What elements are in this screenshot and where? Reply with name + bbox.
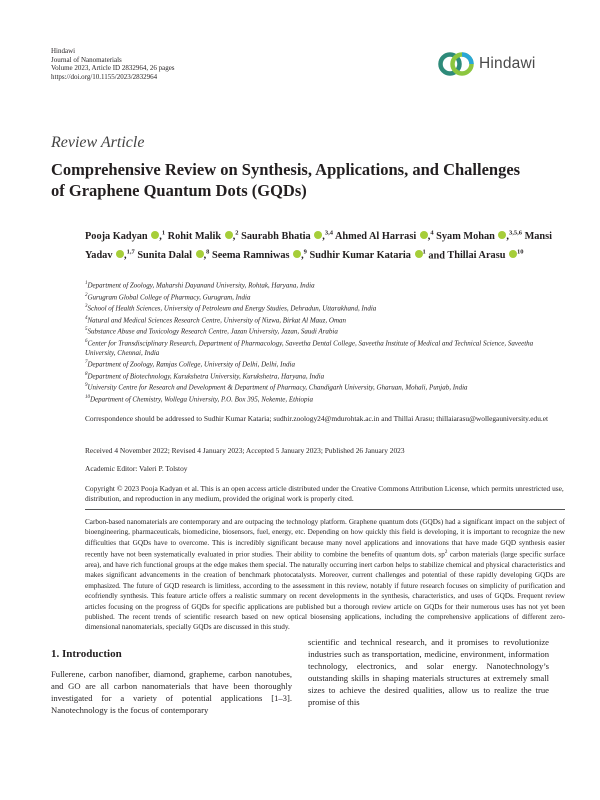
affiliation-number: 9 xyxy=(85,383,88,389)
author-name[interactable]: Ahmed Al Harrasi xyxy=(334,231,417,243)
affiliation-number: 8 xyxy=(85,371,88,377)
author: Sunita Dalal ,$^8$ xyxy=(137,248,210,262)
author: Rohit Malik ,$^2$ xyxy=(167,230,239,243)
abstract xyxy=(85,517,565,633)
publisher-name: Hindawi xyxy=(51,47,76,55)
affiliation-text: Natural and Medical Sciences Research Centre, University of Nizwa, Birkat Al Mauz, Oman xyxy=(87,315,347,324)
orcid-icon[interactable] xyxy=(314,231,322,239)
author-name[interactable]: Saurabh Bhatia xyxy=(241,231,311,243)
hindawi-logo-icon xyxy=(437,47,477,81)
author: Ahmed Al Harrasi ,$^4$ xyxy=(334,230,434,243)
author xyxy=(309,250,425,261)
affiliation-text: Substance Abuse and Toxicology Research Centre, Jazan University, Jazan, Saudi Arabia xyxy=(87,327,338,336)
author-name[interactable]: Seema Ramniwas xyxy=(211,250,290,262)
article-title: Comprehensive Review on Synthesis, Applications, and Challenges of Graphene Quantum Dots (GQDs) xyxy=(51,160,521,200)
author: Seema Ramniwas ,$^9$ xyxy=(211,248,307,262)
affiliation-number: 10 xyxy=(85,394,90,400)
author-name[interactable]: Sunita Dalal xyxy=(137,250,192,262)
affiliation-list xyxy=(85,279,565,405)
affiliation-number: 6 xyxy=(85,338,88,344)
author-name[interactable]: Mansi Yadav xyxy=(85,231,553,262)
author-affiliation-ref: 2 xyxy=(235,230,239,237)
abstract-part-2: carbon materials (large specific surface area), and have rich functional groups at the edge makes them special. The naturally occurring inert carbon helps to stabilize chemical and physical characteristics and makes significant advancements in the creation of benchmark photocatalysts. Moreover, current challenges and potential of these rapidly developing GQDs are emphasized. The future of GQD research is limitless, according to the assessment in this review, notably if future research focuses on simplicity of purification and ecofriendly synthesis. This feature article offers a realistic summary on recent developments in the synthesis, characteristics, and uses of GQDs. Frequent review articles focusing on the progress of GQDs for specific applications are published but a thorough review article on GQDs for their numerous uses has not yet been published. The recent trends of scientific research based on new optical biosensing applications, including the comprehensive applications of different zero-dimensional nanomaterials, specially GQDs are discussed in this study. xyxy=(85,550,565,632)
affiliation-number: 3 xyxy=(85,304,88,310)
author-affiliation-ref: 1,7 xyxy=(126,248,135,256)
body-column-right xyxy=(308,636,549,709)
affiliation-text: Department of Zoology, Ramjas College, University of Delhi, Delhi, India xyxy=(87,360,295,369)
affiliation xyxy=(85,314,565,326)
affiliation-number: 4 xyxy=(85,315,88,321)
affiliation xyxy=(85,302,565,314)
author-affiliation-ref: 1 xyxy=(422,248,426,256)
author-name[interactable]: Rohit Malik xyxy=(167,231,222,243)
author-name[interactable]: Pooja Kadyan xyxy=(85,231,148,243)
body-paragraph-left: Fullerene, carbon nanofiber, diamond, grapheme, carbon nanotubes, and GO are all carbon nanomaterials that have been thoroughly investigated for a variety of potential applications [1–3]. Nanotechnology is the focus of contemporary xyxy=(51,669,292,716)
publication-dates: Received 4 November 2022; Revised 4 January 2023; Accepted 5 January 2023; Published 26 January 2023 xyxy=(85,446,405,455)
author: Mansi Yadav ,$^{1,7}$ xyxy=(85,231,553,262)
orcid-icon[interactable] xyxy=(116,250,124,258)
author: Saurabh Bhatia ,$^{3,4}$ xyxy=(241,230,333,243)
affiliation-text: Gurugram Global College of Pharmacy, Gurugram, India xyxy=(87,292,251,301)
affiliation-text: University Centre for Research and Development & Department of Pharmacy, Chandigarh University, Gharuan, Mohali, Punjab, India xyxy=(87,383,468,392)
logo-text: Hindawi xyxy=(479,55,536,72)
volume-info: Volume 2023, Article ID 2832964, 26 pages xyxy=(51,64,175,73)
doi-link[interactable]: https://doi.org/10.1155/2023/2832964 xyxy=(51,72,158,81)
body-paragraph-right: scientific and technical research, and it promises to revolutionize industries such as transportation, medicine, environment, information technology, electronics, and solar energy. Nanotechnology’s outstanding skills in shaping materials structures at extremely small sizes to achieve the desired qualities, allow us to realize the true promise of this xyxy=(308,637,549,708)
affiliation-number: 7 xyxy=(85,360,88,366)
body-column-left xyxy=(51,648,292,716)
affiliation-text: Department of Chemistry, Wollega University, P.O. Box 395, Nekemte, Ethiopia xyxy=(90,395,313,404)
author-name[interactable]: Sudhir Kumar Kataria xyxy=(309,250,411,262)
author-affiliation-ref: 10 xyxy=(517,248,524,256)
orcid-icon[interactable] xyxy=(293,250,301,258)
author-affiliation-ref: 3,5,6 xyxy=(508,230,522,237)
author-affiliation-ref: 1 xyxy=(161,230,166,237)
author: Pooja Kadyan ,$^1$ xyxy=(85,230,166,243)
journal-name: Journal of Nanomaterials xyxy=(51,55,122,64)
correspondence: Correspondence should be addressed to Sudhir Kumar Kataria; sudhir.zoology24@mdurohtak.ac.in and Thillai Arasu; thillaiarasu@wollegauniversity.edu.et xyxy=(85,414,549,423)
affiliation-number: 5 xyxy=(85,327,88,333)
journal-metadata xyxy=(51,47,175,81)
orcid-icon[interactable] xyxy=(509,250,517,258)
copyright-notice: Copyright © 2023 Pooja Kadyan et al. This is an open access article distributed under the Creative Commons Attribution License, which permits unrestricted use, distribution, and reproduction in any medium, provided the original work is properly cited. xyxy=(85,484,564,504)
affiliation xyxy=(85,337,565,359)
section-heading: 1. Introduction xyxy=(51,648,122,660)
hindawi-logo xyxy=(437,47,557,81)
affiliation xyxy=(85,325,565,337)
orcid-icon[interactable] xyxy=(420,231,428,239)
affiliation-text: Department of Zoology, Maharshi Dayanand University, Rohtak, Haryana, India xyxy=(87,281,315,290)
affiliation-text: Department of Biotechnology, Kurukshetra University, Kurukshetra, Haryana, India xyxy=(87,372,325,381)
orcid-icon[interactable] xyxy=(196,250,204,258)
author xyxy=(447,250,523,261)
author-name[interactable]: Thillai Arasu xyxy=(447,250,506,262)
author-affiliation-ref: 9 xyxy=(303,248,307,256)
abstract-part-1: Carbon-based nanomaterials are contemporary and are outpacing the technology platform. Graphene quantum dots (GQDs) had a significant impact on the subject of bioengineering, pharmaceuticals, biomedicine, biosensors, fuel, energy, etc. Depending on how quickly this field is developing, it is important to recognize the new difficulties that GQDs have to overcome. This is incredibly significant because many novel applications and innovations that have made GQD synthesis easier recently have not been systematically evaluated in prior studies. Their ability to combine the benefits of quantum dots, sp xyxy=(85,518,565,559)
orcid-icon[interactable] xyxy=(225,231,233,239)
orcid-icon[interactable] xyxy=(151,231,159,239)
affiliation xyxy=(85,393,565,405)
affiliation xyxy=(85,291,565,303)
affiliation xyxy=(85,358,565,370)
affiliation xyxy=(85,279,565,291)
affiliation xyxy=(85,370,565,382)
author: Syam Mohan ,$^{3,5,6}$ xyxy=(436,230,522,243)
author-affiliation-ref: 3,4 xyxy=(324,230,333,237)
affiliation-text: School of Health Sciences, University of Petroleum and Energy Studies, Dehradun, Uttarakhand, India xyxy=(87,304,377,313)
author-name[interactable]: Syam Mohan xyxy=(436,231,495,243)
author-list: Pooja Kadyan ,$^1$ Rohit Malik ,$^2$ Saurabh Bhatia ,$^{3,4}$ Ahmed Al Harrasi ,$^4$ Syam Mohan ,$^{3,5,6}$ Mansi Yadav ,$^{1,7}$ Sunita Dalal ,$^8$ Seema Ramniwas ,$^9$ Sudhir Kumar Kataria $^1$ and Thillai Arasu $^{10}$ xyxy=(85,230,553,262)
orcid-icon[interactable] xyxy=(415,250,423,258)
affiliation-number: 2 xyxy=(85,292,88,298)
orcid-icon[interactable] xyxy=(498,231,506,239)
affiliation-text: Center for Transdisciplinary Research, Department of Pharmacology, Saveetha Dental College, Saveetha Institute of Medical and Technical Science, Saveetha University, Chennai, India xyxy=(85,338,534,358)
author-affiliation-ref: 4 xyxy=(430,230,434,237)
academic-editor: Academic Editor: Valeri P. Tolstoy xyxy=(85,464,188,473)
article-type: Review Article xyxy=(51,134,145,151)
abstract-superscript: 2 xyxy=(444,550,448,556)
affiliation xyxy=(85,381,565,393)
affiliation-number: 1 xyxy=(85,281,88,286)
divider xyxy=(85,509,565,510)
author-affiliation-ref: 8 xyxy=(206,248,210,256)
